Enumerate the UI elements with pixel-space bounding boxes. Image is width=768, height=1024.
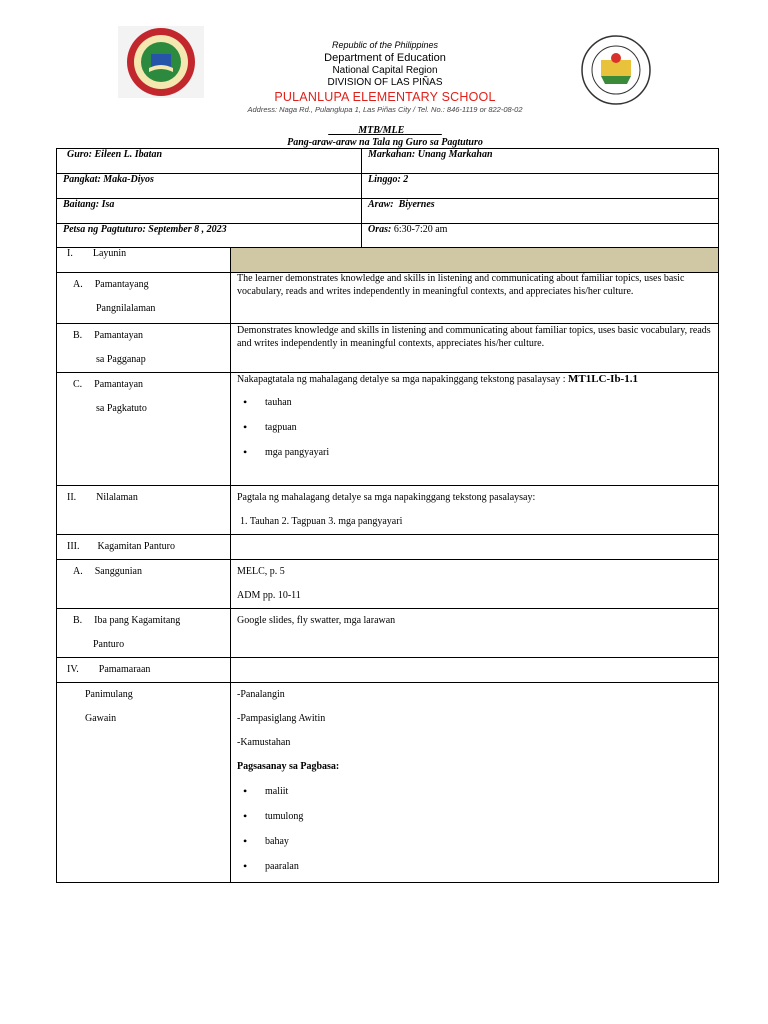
pagganap-label-1 <box>63 324 224 348</box>
sanggunian-label-cell <box>57 560 231 609</box>
pamamaraan-num: IV. <box>67 664 79 675</box>
kagamitan-empty-cell <box>231 535 719 560</box>
division-seal-logo <box>573 34 659 106</box>
pamantayang-label-cell <box>57 273 231 324</box>
nilalaman-row <box>57 486 719 535</box>
kagamitan-row <box>57 535 719 560</box>
layunin-label: Layunin <box>92 248 127 259</box>
panimulang-item: -Pampasiglang Awitin <box>237 713 326 724</box>
pamamaraan-empty-cell <box>231 658 719 683</box>
pamamaraan-row <box>57 658 719 683</box>
panimulang-label-2: Gawain <box>85 713 117 724</box>
pamantayang-row <box>57 273 719 324</box>
pagganap-text-cell <box>231 324 719 373</box>
list-item: • maliit <box>265 779 712 804</box>
nilalaman-text-cell <box>231 486 719 535</box>
kagamitan-label: Kagamitan Panturo <box>97 541 175 552</box>
layunin-shaded-cell <box>231 248 719 273</box>
sanggunian-row <box>57 560 719 609</box>
iba-pang-label-1 <box>63 609 224 633</box>
nilalaman-label: Nilalaman <box>96 492 138 503</box>
nilalaman-num: II. <box>67 492 77 503</box>
pagkatuto-text-line <box>237 373 712 386</box>
info-row-1 <box>57 149 719 174</box>
iba-pang-text-cell <box>231 609 719 658</box>
nilalaman-line-1: Pagtala ng mahalagang detalye sa mga napakinggang tekstong pasalaysay: <box>237 492 536 503</box>
kagamitan-label-cell <box>57 535 231 560</box>
pagganap-label-text: Pamantayan <box>94 330 144 341</box>
iba-pang-row <box>57 609 719 658</box>
layunin-num: I. <box>67 248 73 259</box>
pamamaraan-label-cell <box>57 658 231 683</box>
nilalaman-label-line <box>63 486 224 510</box>
pagganap-num: B. <box>73 330 83 341</box>
layunin-label-cell <box>57 248 231 273</box>
pamantayang-num: A. <box>73 279 83 290</box>
pamantayang-text: The learner demonstrates knowledge and skills in listening and communicating about familiar topics, uses basic vocabulary, reads and writes independently in meaningful contexts, and appreciates his/her culture. <box>237 273 685 297</box>
info-row-4 <box>57 224 719 248</box>
school-seal-logo <box>118 26 204 98</box>
petsa-cell: Petsa ng Pagtuturo: September 8 , 2023 <box>57 224 362 248</box>
pagkatuto-text: Nakapagtatala ng mahalagang detalye sa mga napakinggang tekstong pasalaysay : <box>237 374 566 385</box>
republic-text: Republic of the Philippines <box>331 40 439 50</box>
pagkatuto-bullet-list <box>237 390 712 465</box>
list-item: • bahay <box>265 829 712 854</box>
araw-value: Biyernes <box>398 199 435 210</box>
pamantayang-text-cell <box>231 273 719 324</box>
subject-line <box>200 125 570 136</box>
araw-cell <box>362 199 719 224</box>
nilalaman-line-2: 1. Tauhan 2. Tagpuan 3. mga pangyayari <box>240 516 403 527</box>
school-address: Address: Naga Rd., Pulanglupa 1, Las Piñas City / Tel. No.: 846-1119 or 822-08-02 <box>247 105 523 114</box>
iba-pang-label-cell <box>57 609 231 658</box>
panimulang-item: -Panalangin <box>237 689 285 700</box>
sanggunian-label-line <box>63 560 224 584</box>
pagganap-label-2: sa Pagganap <box>96 354 146 365</box>
list-item: • mga pangyayari <box>265 440 712 465</box>
pamantayang-label-1 <box>63 273 224 297</box>
list-item: • tumulong <box>265 804 712 829</box>
pamamaraan-label-line <box>63 658 224 682</box>
nilalaman-label-cell <box>57 486 231 535</box>
pagsasanay-title: Pagsasanay sa Pagbasa: <box>237 761 340 772</box>
division-text: DIVISION OF LAS PIÑAS <box>327 77 443 88</box>
panimulang-label-1: Panimulang <box>85 689 133 700</box>
panimulang-item: -Kamustahan <box>237 737 291 748</box>
pagganap-label-cell <box>57 324 231 373</box>
iba-pang-num: B. <box>73 615 83 626</box>
school-name: PULANLUPA ELEMENTARY SCHOOL <box>274 90 496 104</box>
pagkatuto-text-cell <box>231 373 719 486</box>
pagkatuto-label-2: sa Pagkatuto <box>96 403 147 414</box>
pamantayang-label-text: Pamantayang <box>94 279 149 290</box>
sanggunian-text-cell <box>231 560 719 609</box>
iba-pang-label-text: Iba pang Kagamitang <box>94 615 181 626</box>
pagkatuto-label-cell <box>57 373 231 486</box>
info-row-2 <box>57 174 719 199</box>
oras-cell <box>362 224 719 248</box>
melc-code: MT1LC-Ib-1.1 <box>568 373 638 385</box>
sanggunian-line-1: MELC, p. 5 <box>237 566 285 577</box>
araw-label: Araw: <box>368 199 394 210</box>
kagamitan-num: III. <box>67 541 80 552</box>
list-item: • paaralan <box>265 854 712 879</box>
subject-text: MTB/MLE <box>358 125 405 136</box>
oras-value: 6:30-7:20 am <box>393 224 448 235</box>
info-row-3 <box>57 199 719 224</box>
doc-title: Pang-araw-araw na Tala ng Guro sa Pagtuturo <box>287 137 483 148</box>
panimulang-row <box>57 683 719 883</box>
iba-pang-label-2: Panturo <box>93 639 125 650</box>
pamamaraan-label: Pamamaraan <box>98 664 151 675</box>
pagsasanay-word-list <box>237 779 712 879</box>
sanggunian-line-2: ADM pp. 10-11 <box>237 590 301 601</box>
linggo-cell: Linggo: 2 <box>362 174 719 199</box>
sanggunian-num: A. <box>73 566 83 577</box>
pagkatuto-row <box>57 373 719 486</box>
pagganap-row <box>57 324 719 373</box>
sanggunian-label: Sanggunian <box>94 566 142 577</box>
pagganap-text: Demonstrates knowledge and skills in listening and communicating about familiar topics, uses basic vocabulary, reads and writes independently in meaningful contexts, appreciates his/her culture. <box>237 325 711 349</box>
pamantayang-label-2: Pangnilalaman <box>96 303 156 314</box>
guro-cell: Guro: Eileen L. Ibatan <box>57 149 362 174</box>
list-item: • tauhan <box>265 390 712 415</box>
pangkat-cell: Pangkat: Maka-Diyos <box>57 174 362 199</box>
pagkatuto-label-1 <box>63 373 224 397</box>
department-text: Department of Education <box>324 52 446 64</box>
oras-label: Oras: <box>368 224 392 235</box>
pagkatuto-num: C. <box>73 379 83 390</box>
markahan-cell: Markahan: Unang Markahan <box>362 149 719 174</box>
region-text: National Capital Region <box>332 65 438 76</box>
pagkatuto-label-text: Pamantayan <box>94 379 144 390</box>
kagamitan-label-line <box>63 535 224 559</box>
lesson-plan-table <box>56 148 719 883</box>
panimulang-label-cell <box>57 683 231 883</box>
panimulang-text-cell <box>231 683 719 883</box>
layunin-row <box>57 248 719 273</box>
iba-pang-text: Google slides, fly swatter, mga larawan <box>237 615 396 626</box>
list-item: • tagpuan <box>265 415 712 440</box>
baitang-cell: Baitang: Isa <box>57 199 362 224</box>
